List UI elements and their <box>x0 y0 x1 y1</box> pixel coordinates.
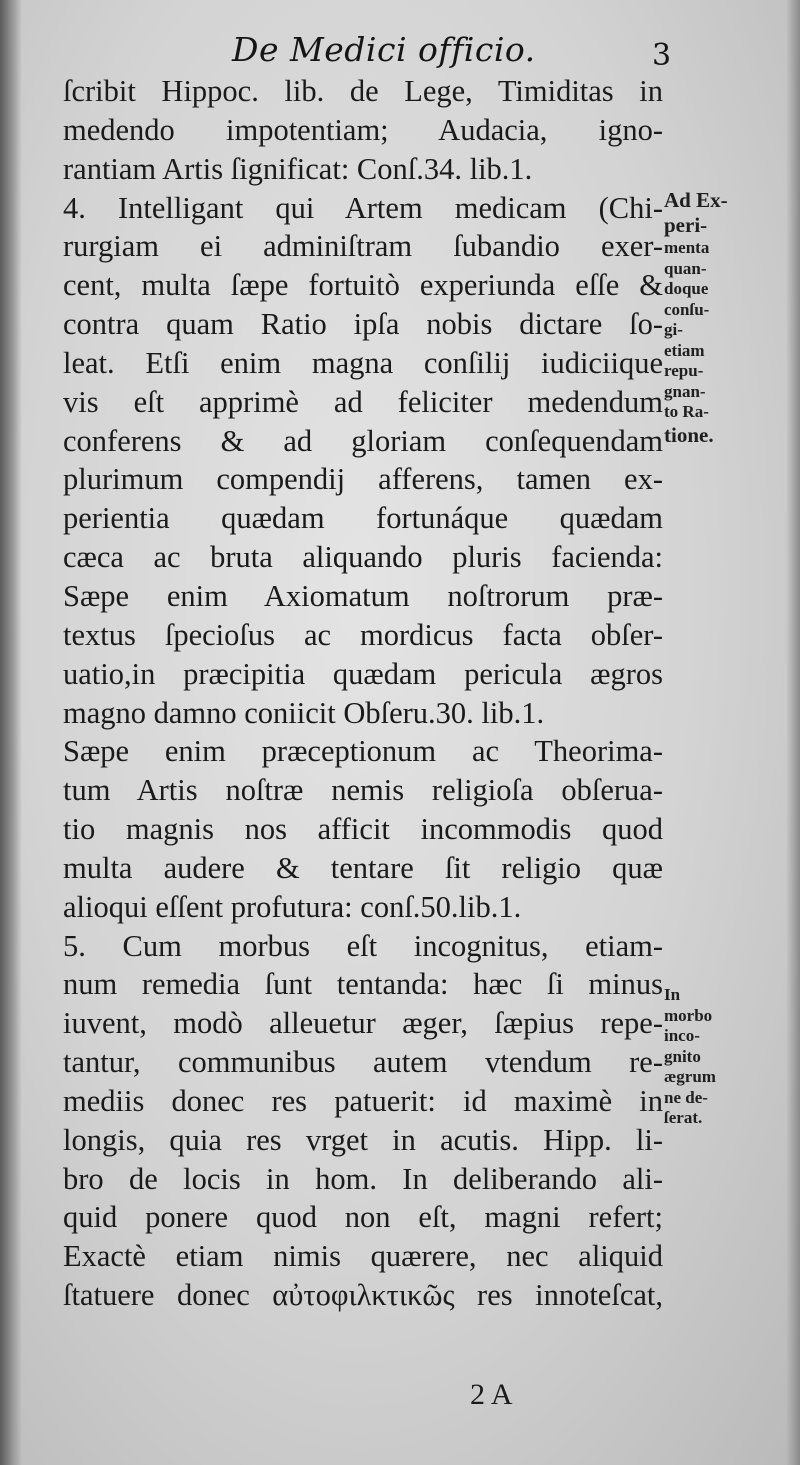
text-line: Sæpe enim Axiomatum noſtrorum præ- <box>63 578 663 613</box>
margin-note-experimenta <box>664 188 780 448</box>
text-line: Sæpe enim præceptionum ac Theorima- <box>63 734 663 769</box>
text-line: Exactè etiam nimis quærere, nec aliquid <box>63 1239 663 1274</box>
page-gutter-shadow <box>0 0 22 1465</box>
text-line: cent, multa ſæpe fortuitò experiunda eſſe & <box>63 268 663 303</box>
margin-note-line: conſu- <box>664 299 710 319</box>
text-line: multa audere & tentare ſit religio quæ <box>63 850 663 885</box>
page-number: 3 <box>652 38 672 73</box>
text-line: conferens & ad gloriam conſequendam <box>63 423 663 458</box>
text-line: rantiam Artis ſignificat: Conſ.34. lib.1. <box>63 151 533 186</box>
signature-mark: 2 A <box>470 1378 513 1411</box>
text-line: bro de locis in hom. In deliberando ali- <box>63 1161 663 1196</box>
margin-note-line: gnito <box>664 1046 701 1066</box>
margin-note-line: ægrum <box>664 1067 716 1086</box>
text-line: 4. Intelligant qui Artem medicam (Chi- <box>63 190 663 225</box>
text-line: cæca ac bruta aliquando pluris facienda: <box>63 540 663 575</box>
text-line: vis eſt apprimè ad feliciter medendum <box>63 384 663 419</box>
margin-note-line: ſerat. <box>664 1108 703 1127</box>
text-line: ſtatuere donec αὐτοφιλκτικῶς res innoteſcat, <box>63 1278 663 1313</box>
text-line: perientia quædam fortunáque quædam <box>63 501 663 536</box>
text-line: quid ponere quod non eſt, magni refert; <box>63 1200 663 1235</box>
text-line: tum Artis noſtræ nemis religioſa obſerua- <box>63 773 663 808</box>
text-line: tio magnis nos afficit incommodis quod <box>63 812 663 847</box>
margin-note-line: etiam <box>664 340 705 360</box>
margin-note-line: gnan- <box>664 381 706 401</box>
text-line: alioqui eſſent profutura: conſ.50.lib.1. <box>63 889 522 924</box>
margin-note-line: morbo <box>664 1005 713 1025</box>
margin-note-line: tione. <box>664 422 714 447</box>
margin-note-morbo-incognito <box>664 985 780 1129</box>
margin-note-line: gi- <box>664 320 683 339</box>
margin-note-line: inco- <box>664 1026 700 1045</box>
text-line: magno damno coniicit Obſeru.30. lib.1. <box>63 695 545 730</box>
margin-note-line: to Ra- <box>664 402 709 421</box>
margin-note-line: In <box>664 985 681 1004</box>
margin-note-line: doque <box>664 279 709 298</box>
text-line: rurgiam ei adminiſtram ſubandio exer- <box>63 229 663 264</box>
text-line: num remedia ſunt tentanda: hæc ſi minus <box>63 967 663 1002</box>
margin-note-line: menta <box>664 238 710 257</box>
text-line: leat. Etſi enim magna conſilij iudiciique <box>63 345 663 380</box>
text-line: plurimum compendij afferens, tamen ex- <box>63 462 663 497</box>
text-line: 5. Cum morbus eſt incognitus, etiam- <box>63 928 663 963</box>
running-head: De Medici officio. <box>232 30 536 69</box>
page-edge-shadow <box>786 0 800 1465</box>
margin-note-line: peri- <box>664 213 708 237</box>
text-line: tantur, communibus autem vtendum re- <box>63 1045 663 1080</box>
text-line: medendo impotentiam; Audacia, igno- <box>63 112 663 147</box>
text-line: mediis donec res patuerit: id maximè in <box>63 1083 663 1118</box>
text-line: textus ſpecioſus ac mordicus facta obſer- <box>63 617 663 652</box>
text-line: ſcribit Hippoc. lib. de Lege, Timiditas in <box>63 74 663 108</box>
margin-note-line: repu- <box>664 361 704 380</box>
margin-note-line: ne de- <box>664 1087 708 1107</box>
margin-note-line: quan- <box>664 258 707 278</box>
main-text <box>63 72 663 1315</box>
text-line: contra quam Ratio ipſa nobis dictare ſo- <box>63 307 663 342</box>
text-line: longis, quia res vrget in acutis. Hipp. li- <box>63 1122 663 1157</box>
text-line: uatio,in præcipitia quædam pericula ægros <box>63 656 663 691</box>
margin-note-line: Ad Ex- <box>664 188 728 212</box>
text-line: iuvent, modò alleuetur æger, ſæpius repe- <box>63 1006 663 1041</box>
